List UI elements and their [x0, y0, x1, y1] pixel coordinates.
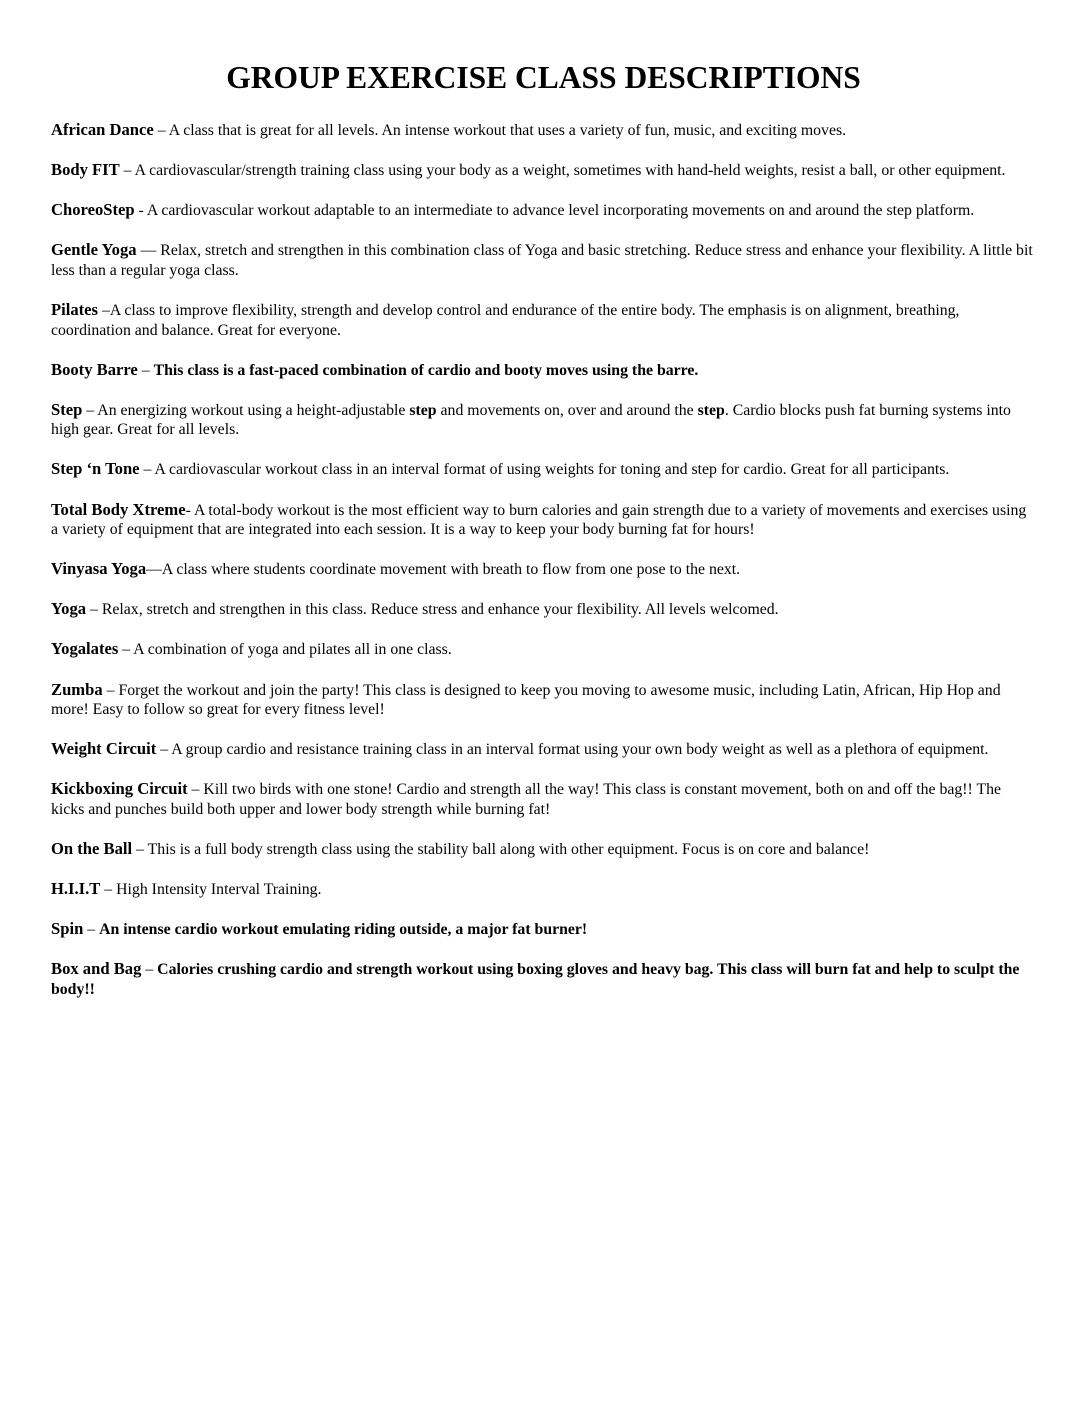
class-description: High Intensity Interval Training. [116, 881, 322, 899]
class-entry-spin [51, 919, 1036, 940]
class-description: Kill two birds with one stone! Cardio and strength all the way! This class is constant movement, both on and off the bag!! The kicks and punches build both upper and lower body strength while burning fat! [51, 781, 1002, 818]
class-description-part: . Cardio blocks push fat burning systems into high gear. Great for all levels. [51, 401, 1011, 439]
class-name: Yogalates [51, 639, 119, 659]
class-description-part: and movements on, over and around the [436, 401, 698, 419]
separator: – [119, 162, 135, 180]
class-entry-african-dance [51, 120, 1036, 141]
separator: – [100, 881, 117, 899]
class-entry-zumba [51, 680, 1036, 720]
class-entry-box-and-bag [51, 959, 1036, 999]
class-description-emphasis: step [409, 401, 437, 419]
class-description: A cardiovascular workout adaptable to an intermediate to advance level incorporating movements on and around the step platform. [146, 202, 975, 220]
class-name: Booty Barre [51, 359, 138, 379]
separator: – [118, 641, 134, 659]
class-description: A total-body workout is the most efficient way to burn calories and gain strength due to a variety of movements and exercises using a variety of equipment that are integrated into each session. It is a way to keep your body burning fat for hours! [51, 501, 1027, 539]
separator: – [156, 741, 172, 759]
separator: – [98, 301, 110, 319]
page-title: GROUP EXERCISE CLASS DESCRIPTIONS [226, 60, 861, 95]
class-name: Pilates [51, 299, 99, 319]
class-description: A combination of yoga and pilates all in one class. [133, 641, 452, 659]
class-name: Total Body Xtreme [51, 499, 186, 519]
class-entry-booty-barre [51, 360, 1036, 381]
class-description: Relax, stretch and strengthen in this class. Reduce stress and enhance your flexibility. All levels welcomed. [101, 601, 779, 619]
separator: – [141, 961, 158, 979]
class-name: Box and Bag [51, 959, 142, 979]
class-name: On the Ball [51, 838, 133, 858]
class-description-part: An energizing workout using a height-adjustable [97, 401, 410, 419]
class-name: Yoga [51, 599, 87, 619]
class-description: A class that is great for all levels. An intense workout that uses a variety of fun, music, and exciting moves. [168, 122, 847, 139]
class-description: Relax, stretch and strengthen in this combination class of Yoga and basic stretching. Reduce stress and enhance your flexibility. A little bit less than a regular yoga class. [51, 242, 1033, 279]
document-page [51, 58, 1036, 1019]
class-description-emphasis: step [697, 401, 725, 419]
class-name: African Dance [51, 120, 154, 139]
class-entry-step [51, 400, 1036, 440]
class-entry-vinyasa-yoga [51, 559, 1036, 580]
class-entry-weight-circuit [51, 739, 1036, 760]
separator: - [134, 202, 147, 220]
class-entry-pilates [51, 300, 1036, 340]
class-description: This class is a fast-paced combination of cardio and booty moves using the barre. [153, 361, 699, 379]
class-description: A cardiovascular/strength training class using your body as a weight, sometimes with hand-held weights, resist a ball, or other equipment. [134, 162, 1006, 180]
separator: – [139, 461, 155, 479]
class-description: Calories crushing cardio and strength workout using boxing gloves and heavy bag. This class will burn fat and help to sculpt the body!! [51, 961, 1020, 998]
separator: — [136, 242, 161, 260]
separator: – [86, 601, 102, 619]
class-entry-yoga [51, 599, 1036, 620]
separator: – [137, 361, 154, 379]
class-description: An intense cardio workout emulating riding outside, a major fat burner! [99, 921, 588, 939]
separator: – [187, 781, 204, 799]
class-name: Vinyasa Yoga [51, 559, 147, 579]
class-entry-gentle-yoga [51, 240, 1036, 280]
separator: – [153, 122, 169, 139]
class-entry-total-body-xtreme [51, 500, 1036, 540]
class-name: Weight Circuit [51, 739, 157, 759]
class-name: Spin [51, 919, 84, 939]
separator: – [102, 681, 119, 699]
class-name: Body FIT [51, 160, 120, 180]
separator: — [146, 561, 162, 579]
class-entry-choreostep [51, 200, 1036, 221]
separator: – [83, 921, 100, 939]
class-description: A cardiovascular workout class in an interval format of using weights for toning and step for cardio. Great for all participants. [154, 461, 950, 479]
class-name: Kickboxing Circuit [51, 779, 188, 799]
class-entry-step-n-tone [51, 459, 1036, 480]
class-entry-yogalates [51, 639, 1036, 660]
class-description: A class to improve flexibility, strength and develop control and endurance of the entire body. The emphasis is on alignment, breathing, coordination and balance. Great for everyone. [51, 301, 960, 339]
class-entry-on-the-ball [51, 839, 1036, 860]
class-entry-kickboxing-circuit [51, 779, 1036, 819]
class-name: Step [51, 399, 83, 419]
class-description: This is a full body strength class using the stability ball along with other equipment. Focus is on core and balance! [147, 840, 870, 858]
separator: - [185, 501, 194, 519]
class-name: ChoreoStep [51, 200, 135, 220]
class-entry-hiit [51, 879, 1036, 900]
class-name: Zumba [51, 679, 103, 699]
class-name: Step ‘n Tone [51, 459, 140, 479]
separator: – [132, 840, 148, 858]
class-entry-body-fit [51, 160, 1036, 181]
class-description: Forget the workout and join the party! This class is designed to keep you moving to awesome music, including Latin, African, Hip Hop and more! Easy to follow so great for every fitness level! [51, 681, 1001, 719]
separator: – [82, 401, 98, 419]
class-description: A class where students coordinate movement with breath to flow from one pose to the next. [161, 561, 741, 579]
class-name: Gentle Yoga [51, 240, 137, 260]
class-description: A group cardio and resistance training class in an interval format using your own body weight as well as a plethora of equipment. [171, 741, 989, 759]
class-name: H.I.I.T [51, 879, 101, 899]
